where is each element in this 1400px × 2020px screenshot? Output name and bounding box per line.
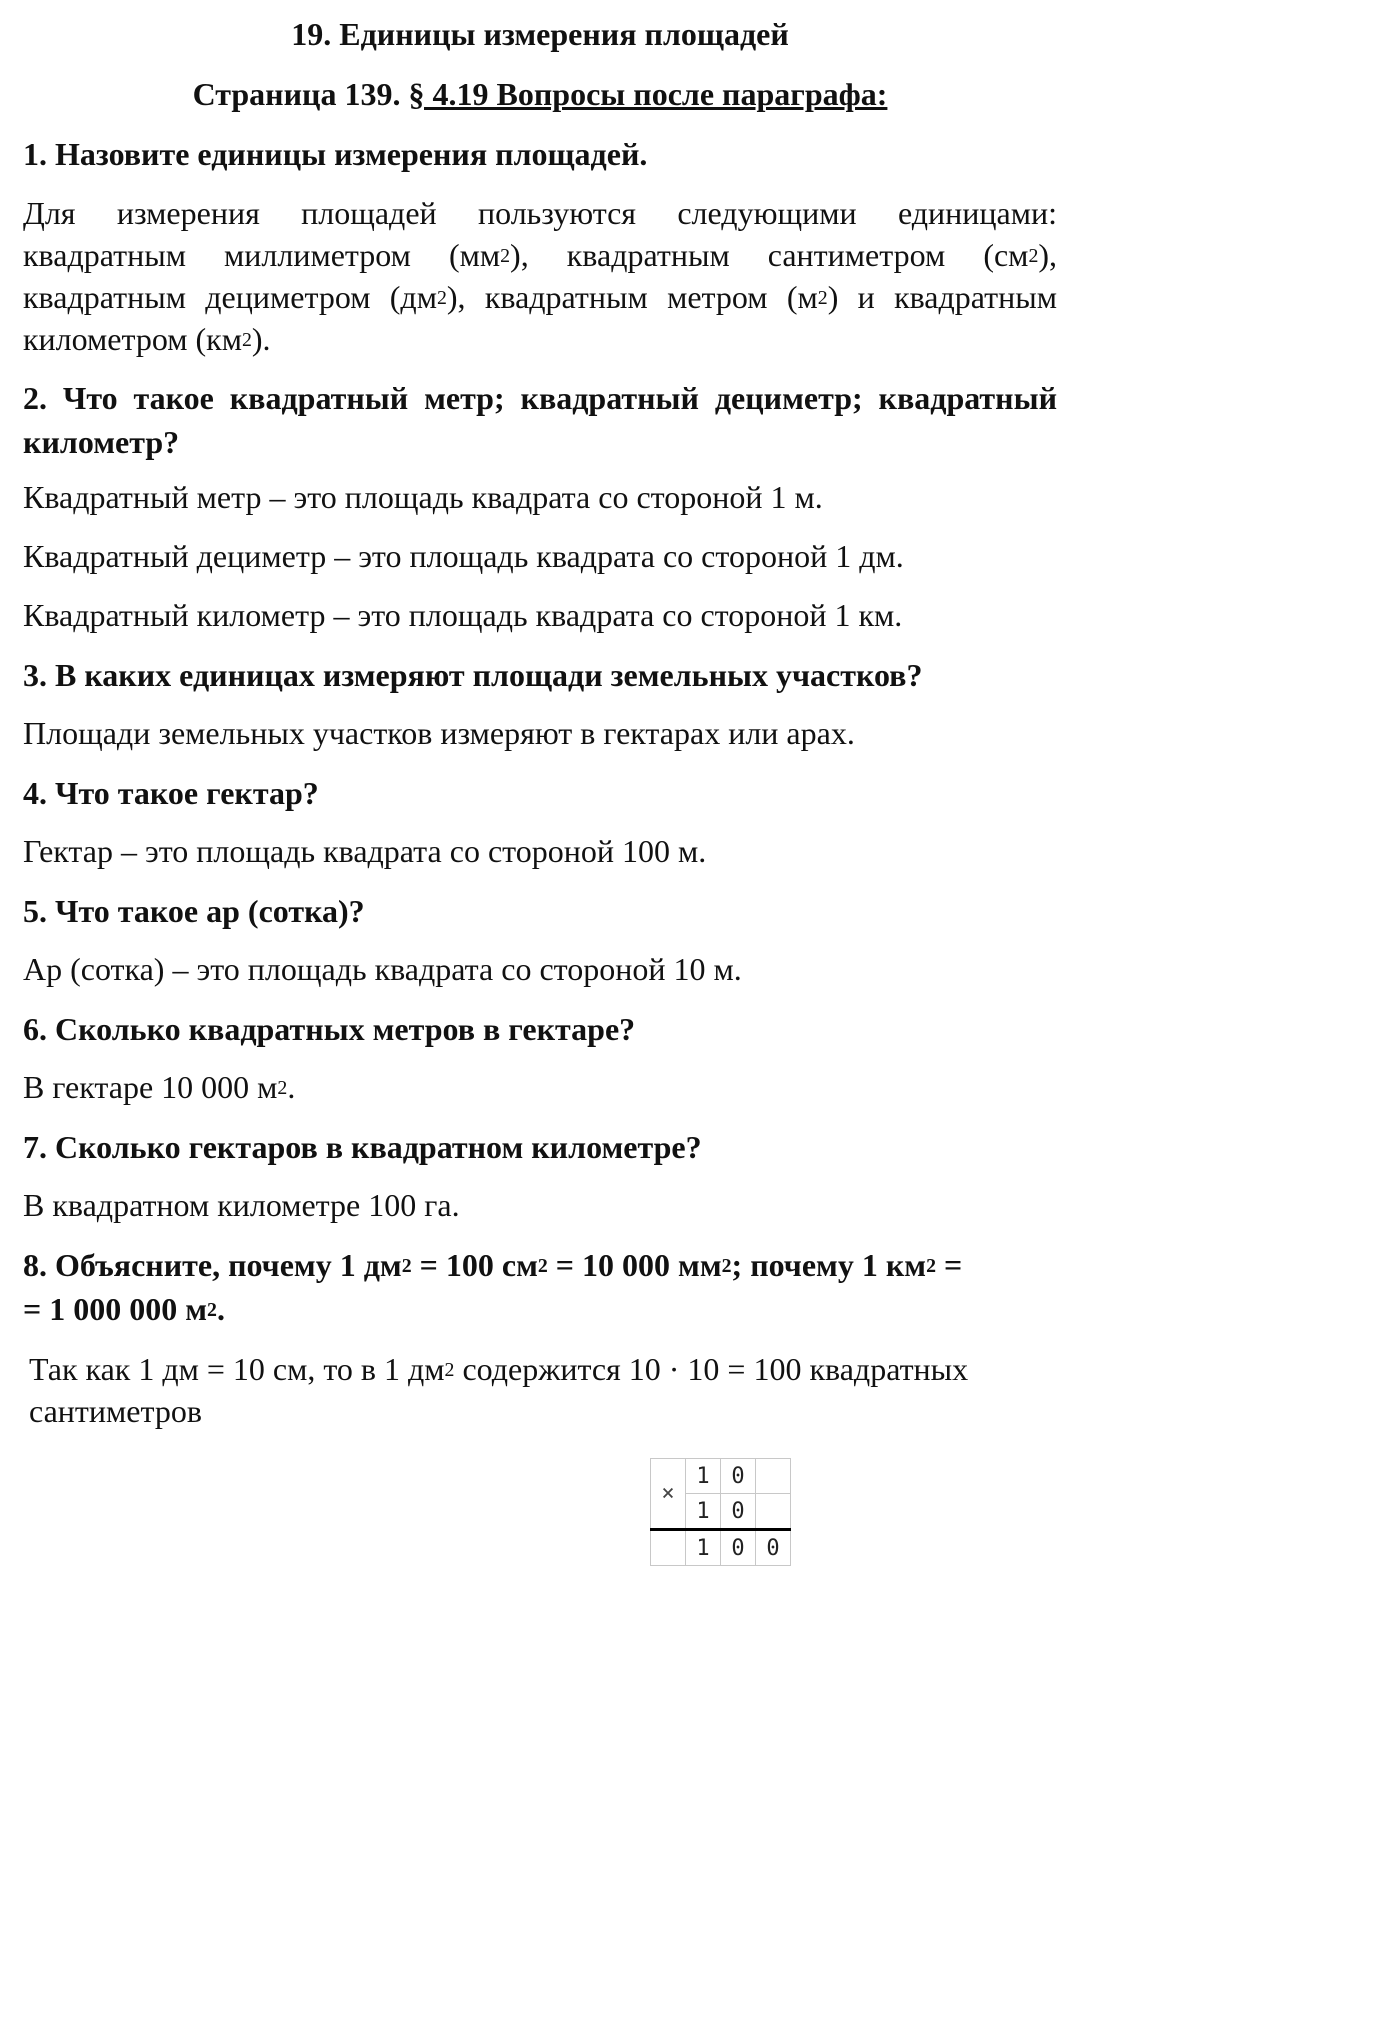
superscript: 2: [207, 1299, 217, 1322]
digit-cell: [651, 1530, 686, 1566]
answer-1-part-6: ).: [251, 321, 271, 357]
answer-1-part-3: ), квадратным дециметром (дм: [23, 237, 1058, 315]
page-reference: Страница 139.: [192, 76, 401, 112]
digit-cell: 0: [721, 1530, 756, 1566]
answer-2-line-3: Квадратный километр – это площадь квадрата со стороной 1 км.: [23, 597, 903, 633]
digit-cell: 0: [756, 1530, 791, 1566]
superscript: 2: [926, 1255, 936, 1278]
question-8-part-1: 8. Объясните, почему 1 дм: [23, 1247, 402, 1283]
question-8-part-7: .: [216, 1291, 225, 1327]
answer-8-part-2: содержится 10 · 10 = 100 квадратных: [454, 1351, 969, 1387]
answer-8-part-3: сантиметров: [29, 1393, 202, 1429]
superscript: 2: [1028, 245, 1039, 268]
section-reference: § 4.19 Вопросы после параграфа:: [408, 76, 888, 112]
question-8-part-3: = 10 000 мм: [547, 1247, 722, 1283]
digit-cell: 0: [721, 1459, 756, 1494]
digit-cell: 1: [686, 1530, 721, 1566]
multiplication-result-row: [651, 1530, 791, 1566]
question-3: 3. В каких единицах измеряют площади земельных участков?: [23, 657, 923, 693]
answer-1-part-1: Для измерения площадей пользуются следующими единицами: квадратным миллиметром (мм: [23, 195, 1057, 273]
digit-cell: 1: [686, 1494, 721, 1530]
answer-6-text: В гектаре 10 000 м: [23, 1069, 278, 1105]
page-title: 19. Единицы измерения площадей: [291, 16, 789, 52]
question-8-part-6: = 1 000 000 м: [23, 1291, 208, 1327]
question-2: 2. Что такое квадратный метр; квадратный дециметр; квадратный километр?: [23, 380, 1057, 460]
answer-5: Ар (сотка) – это площадь квадрата со стороной 10 м.: [23, 951, 742, 987]
page-subtitle: [0, 76, 1080, 113]
answer-6: [23, 1066, 295, 1108]
answer-7: В квадратном километре 100 га.: [23, 1187, 460, 1223]
answer-8: [29, 1348, 968, 1432]
multiplication-row-1: [651, 1459, 791, 1494]
question-8-part-2: = 100 см: [411, 1247, 538, 1283]
superscript: 2: [444, 1359, 455, 1382]
digit-cell: 0: [721, 1494, 756, 1530]
question-7: 7. Сколько гектаров в квадратном километре?: [23, 1129, 702, 1165]
question-5: 5. Что такое ар (сотка)?: [23, 893, 365, 929]
answer-1-part-2: ), квадратным сантиметром (см: [510, 237, 1029, 273]
superscript: 2: [817, 287, 828, 310]
answer-3: Площади земельных участков измеряют в гектарах или арах.: [23, 715, 855, 751]
answer-4: Гектар – это площадь квадрата со стороной 100 м.: [23, 833, 707, 869]
superscript: 2: [537, 1255, 548, 1278]
question-6: 6. Сколько квадратных метров в гектаре?: [23, 1011, 636, 1047]
answer-2-line-1: Квадратный метр – это площадь квадрата со стороной 1 м.: [23, 479, 823, 515]
question-8-part-5: =: [936, 1247, 963, 1283]
answer-1-part-5: ) и квадратным километром (км: [23, 279, 1058, 357]
answer-1-part-4: ), квадратным метром (м: [446, 279, 818, 315]
superscript: 2: [401, 1255, 412, 1278]
question-1: 1. Назовите единицы измерения площадей.: [23, 136, 648, 172]
superscript: 2: [277, 1077, 288, 1100]
question-4: 4. Что такое гектар?: [23, 775, 319, 811]
question-8-part-4: ; почему 1 км: [731, 1247, 927, 1283]
superscript: 2: [241, 329, 252, 352]
digit-cell: [756, 1494, 791, 1530]
superscript: 2: [500, 245, 511, 268]
superscript: 2: [721, 1255, 732, 1278]
digit-cell: [756, 1459, 791, 1494]
digit-cell: 1: [686, 1459, 721, 1494]
column-multiplication: [650, 1458, 791, 1566]
answer-8-part-1: Так как 1 дм = 10 см, то в 1 дм: [29, 1351, 445, 1387]
multiply-sign: ×: [651, 1459, 686, 1530]
superscript: 2: [436, 287, 447, 310]
answer-6-end: .: [287, 1069, 296, 1105]
question-8: [23, 1243, 962, 1331]
answer-2-line-2: Квадратный дециметр – это площадь квадрата со стороной 1 дм.: [23, 538, 904, 574]
answer-1: [23, 192, 1057, 360]
